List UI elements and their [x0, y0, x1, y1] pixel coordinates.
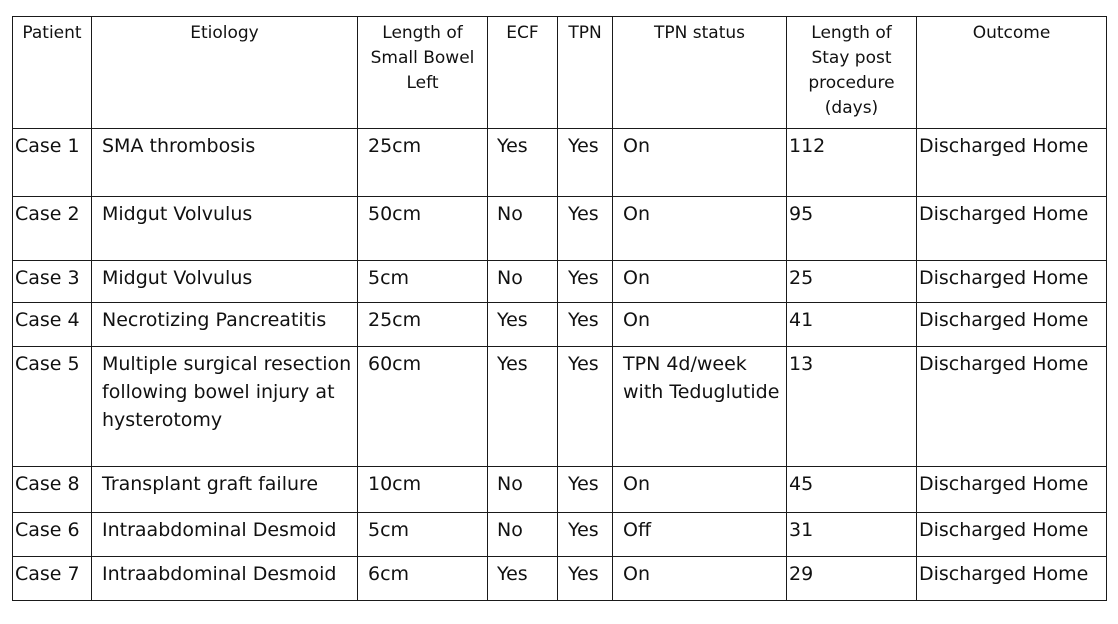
outcome-cell — [917, 303, 1107, 347]
patient-cell — [13, 129, 92, 197]
ecf-cell — [488, 303, 558, 347]
patient-cell-text: Case 3 — [15, 267, 80, 289]
tpn-status-cell-text: On — [623, 309, 650, 331]
etiology-cell-text: Midgut Volvulus — [102, 267, 253, 289]
header-ecf: ECF — [488, 17, 558, 129]
tpn-status-cell — [613, 467, 787, 513]
etiology-cell — [92, 129, 358, 197]
patient-cell-text: Case 7 — [15, 563, 80, 585]
tpn-cell — [558, 303, 613, 347]
ecf-cell — [488, 513, 558, 557]
outcome-cell-text: Discharged Home — [919, 473, 1089, 495]
small-bowel-length-cell — [358, 197, 488, 261]
table-body — [13, 129, 1107, 601]
header-outcome: Outcome — [917, 17, 1107, 129]
patient-outcomes-table — [12, 16, 1107, 601]
header-patient: Patient — [13, 17, 92, 129]
header-length-of-stay: Length of Stay post procedure (days) — [787, 17, 917, 129]
header-row — [13, 17, 1107, 129]
patient-cell — [13, 303, 92, 347]
length-of-stay-cell — [787, 467, 917, 513]
etiology-cell-text: Multiple surgical resection following bowel injury at hysterotomy — [102, 353, 352, 431]
length-of-stay-cell-text: 13 — [789, 353, 814, 375]
length-of-stay-cell-text: 41 — [789, 309, 814, 331]
small-bowel-length-cell — [358, 347, 488, 467]
ecf-cell-text: No — [497, 267, 523, 289]
patient-cell-text: Case 6 — [15, 519, 80, 541]
outcome-cell — [917, 467, 1107, 513]
length-of-stay-cell-text: 45 — [789, 473, 814, 495]
tpn-status-cell — [613, 557, 787, 601]
length-of-stay-cell-text: 29 — [789, 563, 814, 585]
outcome-cell-text: Discharged Home — [919, 353, 1089, 375]
outcome-cell-text: Discharged Home — [919, 203, 1089, 225]
outcome-cell — [917, 513, 1107, 557]
outcome-cell — [917, 557, 1107, 601]
header-tpn: TPN — [558, 17, 613, 129]
length-of-stay-cell — [787, 347, 917, 467]
small-bowel-length-cell — [358, 129, 488, 197]
small-bowel-length-cell-text: 5cm — [368, 519, 410, 541]
tpn-status-cell-text: Off — [623, 519, 652, 541]
length-of-stay-cell-text: 112 — [789, 135, 826, 157]
outcome-cell-text: Discharged Home — [919, 309, 1089, 331]
length-of-stay-cell — [787, 303, 917, 347]
etiology-cell — [92, 197, 358, 261]
etiology-cell-text: Intraabdominal Desmoid — [102, 519, 337, 541]
etiology-cell — [92, 557, 358, 601]
ecf-cell — [488, 129, 558, 197]
patient-cell-text: Case 2 — [15, 203, 80, 225]
tpn-status-cell-text: On — [623, 473, 650, 495]
etiology-cell-text: SMA thrombosis — [102, 135, 256, 157]
table-row — [13, 303, 1107, 347]
patient-cell — [13, 557, 92, 601]
ecf-cell-text: Yes — [497, 309, 528, 331]
tpn-status-cell-text: On — [623, 267, 650, 289]
table-row — [13, 129, 1107, 197]
patient-cell-text: Case 5 — [15, 353, 80, 375]
tpn-status-cell — [613, 261, 787, 303]
length-of-stay-cell — [787, 129, 917, 197]
tpn-status-cell — [613, 513, 787, 557]
patient-cell — [13, 467, 92, 513]
tpn-cell — [558, 129, 613, 197]
outcome-cell — [917, 261, 1107, 303]
length-of-stay-cell — [787, 197, 917, 261]
small-bowel-length-cell-text: 25cm — [368, 309, 422, 331]
ecf-cell-text: No — [497, 203, 523, 225]
length-of-stay-cell-text: 25 — [789, 267, 814, 289]
tpn-status-cell — [613, 197, 787, 261]
etiology-cell — [92, 261, 358, 303]
table-row — [13, 513, 1107, 557]
ecf-cell — [488, 261, 558, 303]
table-row — [13, 347, 1107, 467]
small-bowel-length-cell-text: 6cm — [368, 563, 410, 585]
tpn-cell — [558, 557, 613, 601]
tpn-cell-text: Yes — [568, 353, 599, 375]
etiology-cell-text: Necrotizing Pancreatitis — [102, 309, 327, 331]
ecf-cell-text: Yes — [497, 353, 528, 375]
etiology-cell-text: Midgut Volvulus — [102, 203, 253, 225]
ecf-cell — [488, 557, 558, 601]
ecf-cell — [488, 347, 558, 467]
tpn-status-cell-text: On — [623, 135, 650, 157]
tpn-status-cell-text: TPN 4d/week with Teduglutide — [623, 353, 780, 403]
ecf-cell-text: Yes — [497, 135, 528, 157]
patient-cell-text: Case 8 — [15, 473, 80, 495]
tpn-cell — [558, 197, 613, 261]
tpn-cell-text: Yes — [568, 203, 599, 225]
ecf-cell — [488, 467, 558, 513]
etiology-cell-text: Transplant graft failure — [102, 473, 319, 495]
outcome-cell — [917, 197, 1107, 261]
tpn-status-cell-text: On — [623, 203, 650, 225]
tpn-cell-text: Yes — [568, 473, 599, 495]
outcome-cell — [917, 129, 1107, 197]
etiology-cell-text: Intraabdominal Desmoid — [102, 563, 337, 585]
length-of-stay-cell — [787, 261, 917, 303]
patient-cell — [13, 261, 92, 303]
etiology-cell — [92, 513, 358, 557]
tpn-status-cell — [613, 303, 787, 347]
table-row — [13, 557, 1107, 601]
header-tpn-status: TPN status — [613, 17, 787, 129]
header-length-small-bowel: Length of Small Bowel Left — [358, 17, 488, 129]
tpn-cell — [558, 513, 613, 557]
tpn-status-cell — [613, 129, 787, 197]
patient-cell-text: Case 4 — [15, 309, 80, 331]
outcome-cell-text: Discharged Home — [919, 135, 1089, 157]
small-bowel-length-cell — [358, 513, 488, 557]
length-of-stay-cell-text: 31 — [789, 519, 814, 541]
outcome-cell-text: Discharged Home — [919, 267, 1089, 289]
patient-cell — [13, 513, 92, 557]
patient-cell — [13, 197, 92, 261]
small-bowel-length-cell-text: 25cm — [368, 135, 422, 157]
tpn-cell-text: Yes — [568, 563, 599, 585]
tpn-cell-text: Yes — [568, 135, 599, 157]
small-bowel-length-cell — [358, 557, 488, 601]
tpn-cell-text: Yes — [568, 309, 599, 331]
ecf-cell-text: Yes — [497, 563, 528, 585]
header-etiology: Etiology — [92, 17, 358, 129]
tpn-status-cell — [613, 347, 787, 467]
small-bowel-length-cell-text: 60cm — [368, 353, 422, 375]
tpn-cell — [558, 261, 613, 303]
tpn-cell-text: Yes — [568, 267, 599, 289]
length-of-stay-cell-text: 95 — [789, 203, 814, 225]
small-bowel-length-cell-text: 5cm — [368, 267, 410, 289]
patient-cell-text: Case 1 — [15, 135, 80, 157]
small-bowel-length-cell-text: 50cm — [368, 203, 422, 225]
small-bowel-length-cell — [358, 261, 488, 303]
table-row — [13, 467, 1107, 513]
etiology-cell — [92, 303, 358, 347]
small-bowel-length-cell — [358, 467, 488, 513]
etiology-cell — [92, 467, 358, 513]
tpn-cell-text: Yes — [568, 519, 599, 541]
table-row — [13, 261, 1107, 303]
outcome-cell — [917, 347, 1107, 467]
small-bowel-length-cell-text: 10cm — [368, 473, 422, 495]
ecf-cell-text: No — [497, 473, 523, 495]
tpn-cell — [558, 347, 613, 467]
length-of-stay-cell — [787, 557, 917, 601]
ecf-cell — [488, 197, 558, 261]
tpn-cell — [558, 467, 613, 513]
patient-outcomes-table-wrapper — [12, 16, 1107, 601]
length-of-stay-cell — [787, 513, 917, 557]
small-bowel-length-cell — [358, 303, 488, 347]
ecf-cell-text: No — [497, 519, 523, 541]
outcome-cell-text: Discharged Home — [919, 519, 1089, 541]
outcome-cell-text: Discharged Home — [919, 563, 1089, 585]
etiology-cell — [92, 347, 358, 467]
table-row — [13, 197, 1107, 261]
patient-cell — [13, 347, 92, 467]
tpn-status-cell-text: On — [623, 563, 650, 585]
